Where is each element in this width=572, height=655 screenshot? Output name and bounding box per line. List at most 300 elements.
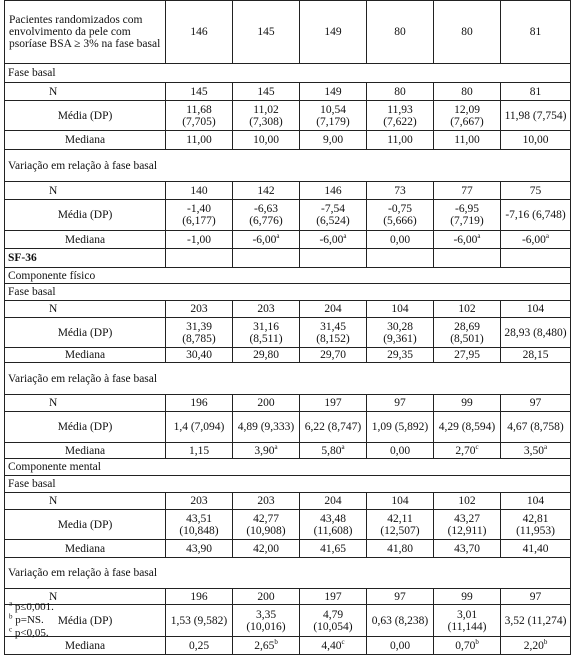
table-row	[5, 443, 571, 459]
value-cell	[300, 301, 367, 318]
superscript-mark: b	[274, 637, 278, 646]
cell-value: 11,00	[186, 134, 212, 146]
value-cell	[233, 605, 300, 637]
value-cell	[367, 540, 434, 558]
cell-value: 41,40	[522, 542, 549, 555]
table-row	[5, 150, 571, 182]
cell-value: 4,40	[321, 639, 342, 652]
cell-value: 104	[391, 303, 409, 315]
cell-value: 11,93 (7,622)	[383, 103, 417, 128]
value-cell	[501, 200, 571, 231]
value-cell	[233, 412, 300, 443]
cell-value: 204	[324, 495, 342, 507]
cell-value: 197	[324, 397, 342, 409]
empty-cell	[434, 249, 501, 268]
section-label-cell: Fase basal	[5, 64, 571, 83]
cell-value: 10,54 (7,179)	[316, 103, 350, 128]
cell-value: 104	[391, 495, 409, 507]
value-cell	[300, 200, 367, 231]
footnote-text: p≤0,001.	[14, 601, 54, 613]
table-row	[5, 268, 571, 284]
value-cell	[501, 318, 571, 348]
cell-value: 146	[190, 26, 208, 38]
superscript-mark: a	[544, 442, 548, 451]
cell-value: 10,00	[253, 134, 279, 146]
section-title-cell: SF-36	[5, 249, 166, 268]
results-table	[4, 0, 571, 655]
cell-value: 104	[526, 303, 545, 315]
row-label-cell: N	[5, 301, 166, 318]
cell-value: -6,00	[453, 233, 478, 246]
superscript-mark: a	[274, 442, 278, 451]
value-cell	[501, 348, 571, 363]
value-cell	[501, 637, 571, 655]
cell-value: 31,39 (8,785)	[182, 320, 216, 345]
cell-value: 29,70	[320, 349, 346, 361]
value-cell	[367, 443, 434, 459]
value-cell	[367, 510, 434, 540]
footnote	[9, 614, 54, 627]
superscript-mark: a	[343, 231, 347, 240]
table-row	[5, 284, 571, 301]
table-row	[5, 1, 571, 64]
cell-value: 80	[461, 26, 473, 38]
value-cell	[233, 101, 300, 131]
value-cell	[166, 318, 233, 348]
cell-value: 4,67 (8,758)	[507, 421, 564, 433]
value-cell	[434, 131, 501, 150]
value-cell	[434, 443, 501, 459]
row-label-cell: Média (DP)	[5, 200, 166, 231]
cell-value: 1,15	[188, 444, 210, 457]
section-label-cell: Variação em relação à fase basal	[5, 363, 571, 395]
cell-value: 3,52 (11,274)	[504, 614, 567, 627]
footnote-mark: b	[9, 612, 13, 621]
cell-value: 80	[461, 85, 473, 98]
value-cell	[434, 318, 501, 348]
value-cell	[233, 231, 300, 249]
section-label-cell: Fase basal	[5, 284, 571, 301]
cell-value: 145	[190, 85, 208, 98]
value-cell	[166, 182, 233, 200]
value-cell	[166, 637, 233, 655]
cell-value: 1,53 (9,582)	[170, 614, 228, 627]
cell-value: -1,40 (6,177)	[182, 203, 216, 227]
value-cell	[300, 637, 367, 655]
value-cell	[300, 443, 367, 459]
value-cell	[233, 395, 300, 412]
value-cell	[501, 493, 571, 510]
value-cell	[501, 395, 571, 412]
value-cell	[501, 101, 571, 131]
table-row	[5, 476, 571, 493]
cell-value: 80	[394, 26, 406, 38]
value-cell	[166, 510, 233, 540]
cell-value: -7,54 (6,524)	[316, 203, 350, 227]
cell-value: 99	[461, 590, 473, 603]
value-cell	[501, 605, 571, 637]
value-cell	[300, 589, 367, 605]
cell-value: 11,68 (7,705)	[182, 103, 216, 128]
row-label-cell: Média (DP)	[5, 318, 166, 348]
value-cell	[233, 83, 300, 101]
cell-value: 28,69 (8,501)	[450, 320, 484, 345]
value-cell	[367, 182, 434, 200]
superscript-mark: a	[276, 231, 280, 240]
superscript-mark: a	[545, 231, 550, 240]
cell-value: 200	[257, 590, 275, 603]
cell-value: 43,51 (10,848)	[179, 512, 219, 537]
cell-value: 5,80	[321, 444, 342, 457]
value-cell	[501, 83, 571, 101]
value-cell	[233, 348, 300, 363]
value-cell	[367, 395, 434, 412]
cell-value: 203	[257, 303, 275, 315]
cell-value: 12,09 (7,667)	[450, 103, 484, 128]
cell-value: 10,00	[522, 134, 549, 146]
value-cell	[300, 540, 367, 558]
value-cell	[434, 200, 501, 231]
value-cell	[501, 131, 571, 150]
cell-value: -6,00	[252, 233, 277, 246]
empty-cell	[166, 249, 233, 268]
cell-value: 11,00	[387, 134, 413, 146]
value-cell	[367, 301, 434, 318]
value-cell	[166, 1, 233, 64]
cell-value: 73	[394, 184, 406, 197]
value-cell	[501, 412, 571, 443]
value-cell	[434, 348, 501, 363]
value-cell	[300, 318, 367, 348]
cell-value: 196	[190, 397, 208, 409]
row-label-cell: Mediana	[5, 443, 166, 459]
cell-value: 80	[394, 85, 406, 98]
table-row	[5, 64, 571, 83]
cell-value: 204	[324, 303, 342, 315]
value-cell	[300, 182, 367, 200]
footnote	[9, 601, 54, 614]
value-cell	[300, 83, 367, 101]
value-cell	[233, 200, 300, 231]
value-cell	[367, 493, 434, 510]
value-cell	[434, 83, 501, 101]
cell-value: 28,93 (8,480)	[504, 326, 567, 339]
table-row	[5, 363, 571, 395]
cell-value: 196	[190, 590, 208, 603]
cell-value: 0,00	[389, 639, 411, 652]
cell-value: 3,35 (10,016)	[246, 608, 286, 633]
cell-value: 42,81 (11,953)	[516, 512, 555, 537]
cell-value: 97	[529, 397, 542, 409]
value-cell	[367, 605, 434, 637]
value-cell	[233, 318, 300, 348]
cell-value: 11,98 (7,754)	[504, 109, 567, 122]
cell-value: 6,22 (8,747)	[304, 421, 362, 433]
cell-value: -6,63 (6,776)	[249, 203, 283, 227]
value-cell	[233, 182, 300, 200]
cell-value: 77	[461, 184, 473, 197]
table-row	[5, 459, 571, 476]
table-row	[5, 637, 571, 655]
cell-value: 203	[257, 495, 275, 507]
value-cell	[300, 493, 367, 510]
footnote-mark: a	[9, 599, 13, 608]
table-row	[5, 200, 571, 231]
value-cell	[434, 493, 501, 510]
value-cell	[367, 1, 434, 64]
table-row	[5, 301, 571, 318]
empty-cell	[300, 249, 367, 268]
row-label-cell: Mediana	[5, 231, 166, 249]
value-cell	[166, 412, 233, 443]
superscript-mark: a	[477, 231, 481, 240]
value-cell	[434, 301, 501, 318]
cell-value: 0,00	[389, 233, 411, 246]
table-row	[5, 249, 571, 268]
value-cell	[233, 443, 300, 459]
value-cell	[300, 231, 367, 249]
row-label-cell: Média (DP)	[5, 412, 166, 443]
cell-value: 31,16 (8,511)	[249, 320, 283, 345]
cell-value: 1,09 (5,892)	[371, 421, 429, 433]
cell-value: 102	[458, 303, 476, 315]
cell-value: 42,77 (10,908)	[246, 512, 286, 537]
table-row	[5, 131, 571, 150]
table-row	[5, 395, 571, 412]
cell-value: 11,02 (7,308)	[249, 103, 283, 128]
cell-value: 2,65	[254, 639, 275, 652]
value-cell	[434, 182, 501, 200]
cell-value: 9,00	[322, 134, 344, 146]
cell-value: 3,90	[254, 444, 275, 457]
cell-value: -0,75 (5,666)	[383, 203, 417, 227]
cell-value: 99	[461, 397, 473, 409]
value-cell	[434, 540, 501, 558]
cell-value: 29,80	[253, 349, 279, 361]
cell-value: 30,28 (9,361)	[383, 320, 417, 345]
value-cell	[434, 231, 501, 249]
cell-value: 2,20	[523, 639, 544, 652]
superscript-mark: c	[341, 637, 345, 646]
value-cell	[233, 493, 300, 510]
value-cell	[501, 301, 571, 318]
cell-value: 42,00	[253, 542, 279, 555]
value-cell	[367, 318, 434, 348]
cell-value: 43,48 (11,608)	[313, 512, 353, 537]
value-cell	[166, 605, 233, 637]
cell-value: 203	[190, 495, 208, 507]
row-label-cell: Média (DP)	[5, 101, 166, 131]
row-label-cell: Mediana	[5, 637, 166, 655]
cell-value: 145	[257, 85, 275, 98]
value-cell	[166, 83, 233, 101]
value-cell	[300, 1, 367, 64]
value-cell	[501, 182, 571, 200]
cell-value: 0,25	[188, 639, 210, 652]
value-cell	[166, 101, 233, 131]
table-row	[5, 605, 571, 637]
cell-value: 42,11 (12,507)	[380, 512, 420, 537]
value-cell	[166, 493, 233, 510]
cell-value: 97	[394, 590, 406, 603]
value-cell	[367, 348, 434, 363]
table-row	[5, 101, 571, 131]
value-cell	[300, 510, 367, 540]
cell-value: 81	[529, 85, 542, 98]
cell-value: 97	[529, 590, 542, 603]
value-cell	[300, 131, 367, 150]
cell-value: 149	[324, 85, 342, 98]
empty-cell	[233, 249, 300, 268]
value-cell	[233, 131, 300, 150]
section-label-cell: Fase basal	[5, 476, 571, 493]
value-cell	[434, 637, 501, 655]
cell-value: 102	[458, 495, 476, 507]
value-cell	[300, 412, 367, 443]
cell-value: 2,70	[455, 444, 476, 457]
value-cell	[501, 231, 571, 249]
section-label-cell: Variação em relação à fase basal	[5, 150, 571, 182]
row-label-cell: Mediana	[5, 131, 166, 150]
table-row	[5, 412, 571, 443]
cell-value: 43,27 (12,911)	[447, 512, 487, 537]
value-cell	[434, 1, 501, 64]
footnote-text: p<0,05.	[14, 627, 49, 639]
cell-value: 75	[529, 184, 542, 197]
row-label-cell: N	[5, 395, 166, 412]
value-cell	[166, 231, 233, 249]
cell-value: -7,16 (6,748)	[505, 209, 566, 221]
value-cell	[233, 1, 300, 64]
value-cell	[300, 605, 367, 637]
footnote-mark: c	[9, 625, 13, 634]
cell-value: 1,4 (7,094)	[173, 421, 225, 433]
cell-value: 4,79 (10,054)	[313, 608, 353, 633]
table-row	[5, 510, 571, 540]
value-cell	[434, 395, 501, 412]
cell-value: 104	[526, 495, 545, 507]
cell-value: 3,50	[523, 444, 544, 457]
section-label-cell: Componente físico	[5, 268, 571, 284]
value-cell	[501, 510, 571, 540]
row-label-cell: N	[5, 493, 166, 510]
value-cell	[166, 301, 233, 318]
cell-value: 41,80	[387, 542, 413, 555]
cell-value: 203	[190, 303, 208, 315]
cell-value: 31,45 (8,152)	[316, 320, 350, 345]
value-cell	[434, 605, 501, 637]
cell-value: 197	[324, 590, 342, 603]
row-label-cell: Mediana	[5, 540, 166, 558]
value-cell	[233, 589, 300, 605]
table-row	[5, 182, 571, 200]
value-cell	[367, 589, 434, 605]
table-row	[5, 318, 571, 348]
cell-value: -6,00	[521, 233, 546, 246]
empty-cell	[367, 249, 434, 268]
cell-value: 149	[324, 26, 342, 38]
value-cell	[501, 443, 571, 459]
cell-value: 0,70	[455, 639, 476, 652]
value-cell	[166, 540, 233, 558]
value-cell	[166, 200, 233, 231]
value-cell	[367, 83, 434, 101]
cell-value: 3,01 (11,144)	[447, 608, 487, 633]
section-label-cell: Variação em relação à fase basal	[5, 558, 571, 589]
row-label-cell: Mediana	[5, 348, 166, 363]
table-row	[5, 493, 571, 510]
cell-value: 4,29 (8,594)	[438, 421, 496, 433]
value-cell	[434, 412, 501, 443]
cell-value: 43,90	[186, 542, 212, 555]
value-cell	[233, 540, 300, 558]
header-label-cell: Pacientes randomizados com envolvimento da pele com psoríase BSA ≥ 3% na fase basal	[5, 1, 166, 64]
table-row	[5, 348, 571, 363]
value-cell	[166, 348, 233, 363]
value-cell	[166, 131, 233, 150]
superscript-mark: b	[475, 637, 479, 646]
table-row	[5, 589, 571, 605]
value-cell	[501, 540, 571, 558]
cell-value: -6,00	[319, 233, 344, 246]
cell-value: 142	[257, 184, 275, 197]
row-label-cell: Média (DP)	[5, 605, 166, 637]
row-label-cell: N	[5, 589, 166, 605]
value-cell	[367, 412, 434, 443]
table-row	[5, 540, 571, 558]
value-cell	[233, 510, 300, 540]
cell-value: 11,00	[454, 134, 480, 146]
value-cell	[233, 301, 300, 318]
footnote	[9, 627, 54, 640]
cell-value: 41,65	[320, 542, 346, 555]
superscript-mark: c	[475, 442, 479, 451]
value-cell	[434, 510, 501, 540]
superscript-mark: a	[341, 442, 345, 451]
cell-value: 0,00	[389, 444, 411, 457]
value-cell	[367, 101, 434, 131]
value-cell	[367, 637, 434, 655]
cell-value: 0,63 (8,238)	[371, 614, 429, 627]
value-cell	[166, 395, 233, 412]
footnote-text: p=NS.	[15, 614, 44, 626]
table-row	[5, 83, 571, 101]
cell-value: 200	[257, 397, 275, 409]
cell-value: -1,00	[187, 233, 211, 246]
cell-value: 27,95	[454, 349, 480, 361]
value-cell	[367, 200, 434, 231]
value-cell	[367, 231, 434, 249]
value-cell	[367, 131, 434, 150]
cell-value: 29,35	[387, 349, 413, 361]
table-row	[5, 231, 571, 249]
section-label-cell: Componente mental	[5, 459, 571, 476]
value-cell	[300, 101, 367, 131]
footnotes	[9, 601, 54, 640]
cell-value: 145	[257, 26, 275, 38]
value-cell	[501, 1, 571, 64]
row-label-cell: N	[5, 83, 166, 101]
value-cell	[300, 348, 367, 363]
superscript-mark: b	[543, 637, 548, 646]
cell-value: 140	[190, 184, 208, 197]
empty-cell	[501, 249, 571, 268]
row-label-cell: Media (DP)	[5, 510, 166, 540]
cell-value: 28,15	[522, 349, 549, 361]
value-cell	[434, 589, 501, 605]
value-cell	[434, 101, 501, 131]
value-cell	[300, 395, 367, 412]
